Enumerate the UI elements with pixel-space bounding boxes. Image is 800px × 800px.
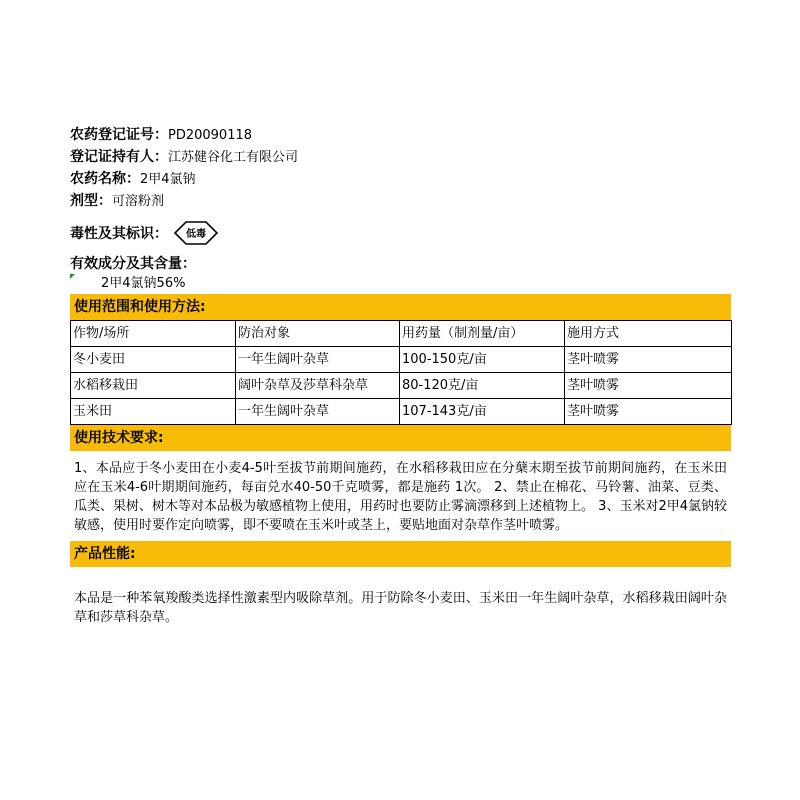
column-header-method: 施用方式 — [565, 321, 732, 347]
pesticide-name-row — [70, 168, 731, 190]
table-cell: 茎叶喷雾 — [565, 373, 732, 399]
registration-holder-value: 江苏健谷化工有限公司 — [168, 150, 299, 165]
usage-table-header-row — [71, 321, 732, 347]
registration-number-label: 农药登记证号： — [70, 127, 168, 143]
table-cell: 茎叶喷雾 — [565, 347, 732, 373]
table-cell: 冬小麦田 — [71, 347, 236, 373]
formulation-row — [70, 190, 731, 212]
table-cell: 80-120克/亩 — [400, 373, 565, 399]
ingredient-item-text: 2甲4氯钠56% — [101, 276, 186, 291]
toxicity-label: 毒性及其标识： — [70, 226, 168, 242]
low-toxicity-icon — [172, 220, 220, 246]
formulation-value: 可溶粉剂 — [112, 194, 165, 209]
table-cell: 阔叶杂草及莎草科杂草 — [236, 373, 400, 399]
table-cell: 一年生阔叶杂草 — [236, 399, 400, 425]
product-performance-text: 本品是一种苯氧羧酸类选择性激素型内吸除草剂。用于防除冬小麦田、玉米田一年生阔叶杂草，水稻移栽田阔叶杂草和莎草科杂草。 — [74, 591, 727, 625]
table-row — [71, 373, 732, 399]
table-cell: 水稻移栽田 — [71, 373, 236, 399]
ingredient-item — [70, 274, 731, 294]
registration-number-value: PD20090118 — [168, 128, 253, 143]
column-header-target: 防治对象 — [236, 321, 400, 347]
toxicity-row — [70, 218, 731, 248]
pesticide-label-document — [70, 124, 731, 627]
registration-holder-label: 登记证持有人： — [70, 149, 168, 165]
cell-comment-marker-icon — [70, 274, 75, 279]
table-cell: 107-143克/亩 — [400, 399, 565, 425]
usage-section-heading: 使用范围和使用方法: — [70, 294, 731, 320]
table-cell: 100-150克/亩 — [400, 347, 565, 373]
pesticide-name-label: 农药名称： — [70, 171, 140, 187]
table-cell: 玉米田 — [71, 399, 236, 425]
table-cell: 茎叶喷雾 — [565, 399, 732, 425]
column-header-dosage: 用药量（制剂量/亩） — [400, 321, 565, 347]
product-performance-heading: 产品性能: — [70, 541, 731, 567]
pesticide-name-value: 2甲4氯钠 — [140, 172, 196, 187]
table-row — [71, 347, 732, 373]
column-header-crop: 作物/场所 — [71, 321, 236, 347]
technical-requirements-text: 1、本品应于冬小麦田在小麦4-5叶至拔节前期间施药，在水稻移栽田应在分蘖末期至拔节前期间施药，在玉米田应在玉米4-6叶期期间施药，每亩兑水40-50千克喷雾，都是施药 1次。 2、禁止在棉花、马铃薯、油菜、豆类、瓜类、果树、树木等对本品极为敏感植物上使用，用药时也要防止雾滴漂移到上述植物上。 3、玉米对2甲4氯钠较敏感，使用时要作定向喷雾，即不要喷在玉米叶或茎上，要贴地面对杂草作茎叶喷雾。 — [74, 461, 727, 533]
low-toxicity-badge-text: 低毒 — [186, 229, 206, 240]
registration-holder-row — [70, 146, 731, 168]
usage-table — [70, 320, 732, 425]
table-cell: 一年生阔叶杂草 — [236, 347, 400, 373]
formulation-label: 剂型： — [70, 193, 112, 209]
technical-requirements-heading: 使用技术要求: — [70, 425, 731, 451]
registration-number-row — [70, 124, 731, 146]
table-row — [71, 399, 732, 425]
ingredients-heading: 有效成分及其含量： — [70, 256, 196, 272]
